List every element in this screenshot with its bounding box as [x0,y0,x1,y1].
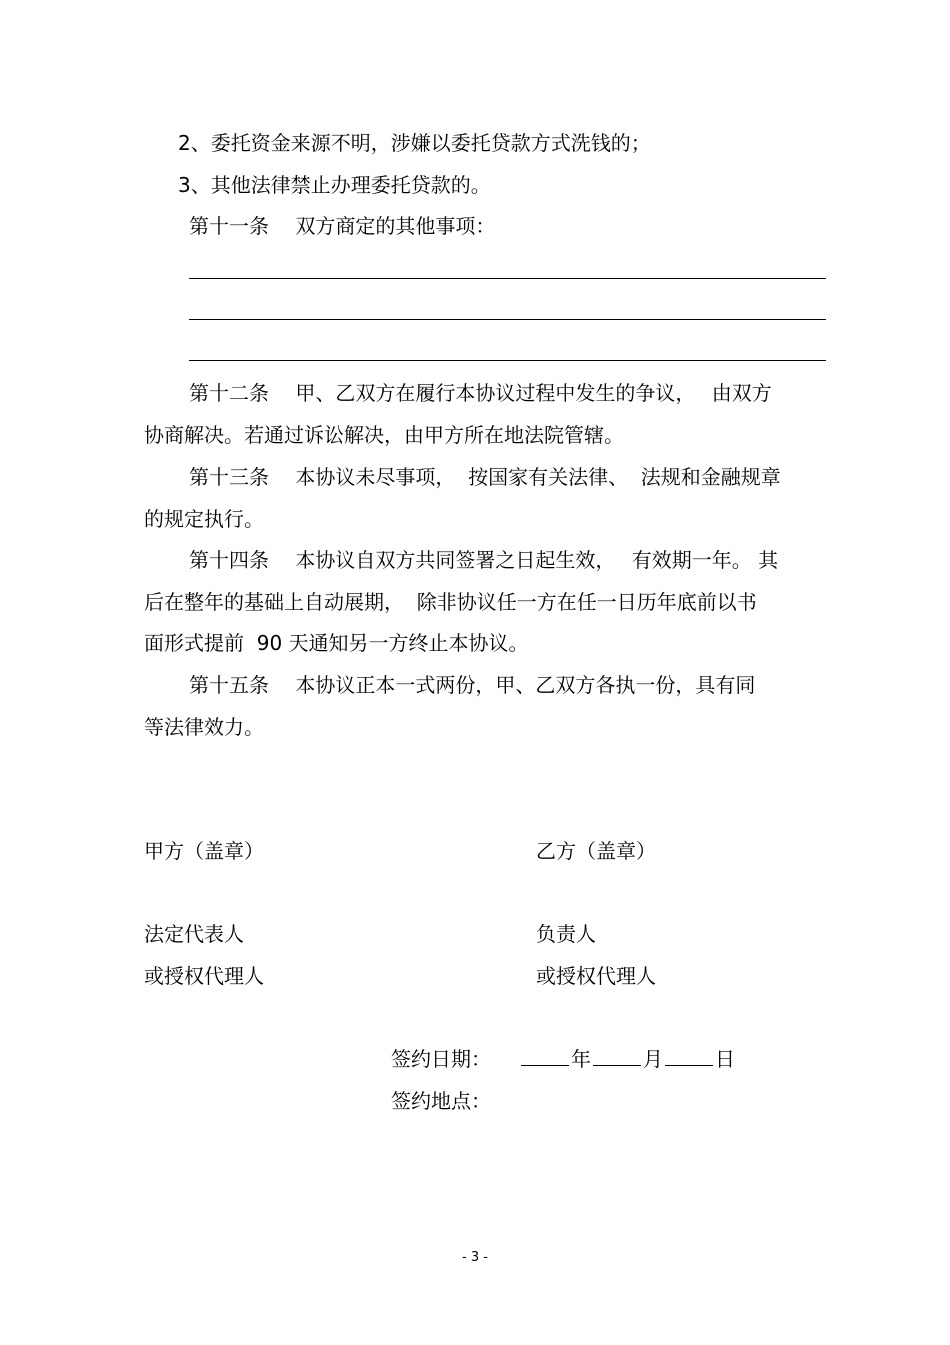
year-label: 年 [571,1047,591,1071]
party-a-seal: 甲方（盖章） [144,839,264,863]
article-13-line-1: 第十三条 本协议未尽事项， 按国家有关法律、 法规和金融规章 [189,465,781,489]
clause-item-2: 2、委托资金来源不明，涉嫌以委托贷款方式洗钱的； [178,131,651,155]
article-13-line-2: 的规定执行。 [144,507,264,531]
article-15-line-1: 第十五条 本协议正本一式两份，甲、乙双方各执一份，具有同 [189,673,756,697]
clause-item-3: 3、其他法律禁止办理委托贷款的。 [178,173,491,197]
month-blank [593,1047,641,1066]
signing-place-label: 签约地点： [391,1089,491,1113]
article-14-line-2: 后在整年的基础上自动展期， 除非协议任一方在任一日历年底前以书 [144,590,757,614]
blank-fill-line [189,278,826,279]
party-b-seal: 乙方（盖章） [536,839,656,863]
party-b-agent: 或授权代理人 [536,964,656,988]
signing-date-label: 签约日期： [391,1047,491,1071]
party-a-agent: 或授权代理人 [144,964,264,988]
party-a-legal-rep: 法定代表人 [144,922,244,946]
party-b-responsible-person: 负责人 [536,922,596,946]
article-12-line-1: 第十二条 甲、乙双方在履行本协议过程中发生的争议， 由双方 [189,381,772,405]
article-14-line-1: 第十四条 本协议自双方共同签署之日起生效， 有效期一年。 其 [189,548,779,572]
article-11-heading: 第十一条 双方商定的其他事项： [189,214,496,238]
year-blank [521,1047,569,1066]
day-blank [665,1047,713,1066]
article-12-line-2: 协商解决。若通过诉讼解决，由甲方所在地法院管辖。 [144,423,624,447]
blank-fill-line [189,360,826,361]
month-label: 月 [643,1047,663,1071]
page-number: - 3 - [462,1250,488,1265]
blank-fill-line [189,319,826,320]
day-label: 日 [715,1047,735,1071]
article-15-line-2: 等法律效力。 [144,715,264,739]
signing-date-row [391,1047,735,1071]
article-14-line-3: 面形式提前 90 天通知另一方终止本协议。 [144,631,529,655]
